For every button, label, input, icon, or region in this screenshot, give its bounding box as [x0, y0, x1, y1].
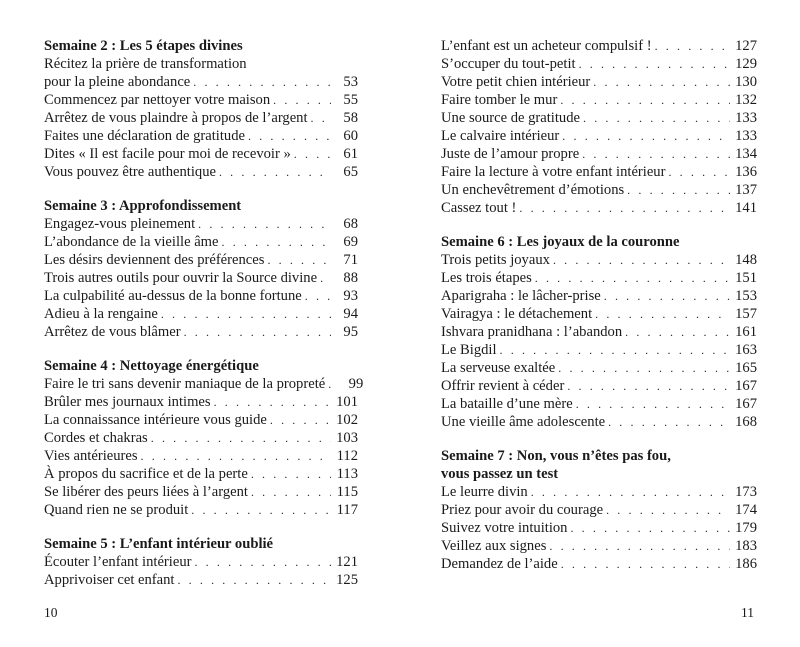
toc-entry-label: Le leurre divin — [441, 484, 528, 500]
toc-entry-label: Ishvara pranidhana : l’abandon — [441, 324, 623, 340]
toc-entry — [44, 251, 358, 269]
dot-leader — [570, 519, 730, 537]
toc-entry-page: 173 — [735, 484, 757, 500]
toc-entry-page: 129 — [735, 56, 757, 72]
dot-leader — [267, 251, 331, 269]
dot-leader — [161, 305, 331, 323]
toc-entry-page: 58 — [343, 110, 358, 126]
toc-section-week-5-continued — [441, 37, 757, 217]
toc-entry-page: 88 — [343, 270, 358, 286]
toc-entry — [441, 109, 757, 127]
toc-entry-label: Arrêtez de vous plaindre à propos de l’argent — [44, 110, 308, 126]
dot-leader — [219, 163, 331, 181]
toc-entry-page: 102 — [336, 412, 358, 428]
toc-entry-page: 136 — [735, 164, 757, 180]
toc-left-column — [44, 37, 364, 605]
dot-leader — [531, 483, 730, 501]
dot-leader — [328, 375, 336, 393]
toc-entry — [441, 163, 757, 181]
section-title: Semaine 2 : Les 5 étapes divines — [44, 38, 243, 54]
toc-entry — [441, 37, 757, 55]
toc-entry-page: 95 — [343, 324, 358, 340]
toc-entry-label: Commencez par nettoyer votre maison — [44, 92, 271, 108]
toc-entry-label: Votre petit chien intérieur — [441, 74, 591, 90]
dot-leader — [627, 181, 730, 199]
toc-entry-label: Juste de l’amour propre — [441, 146, 580, 162]
toc-entry-page: 115 — [336, 484, 358, 500]
toc-entry-label: Priez pour avoir du courage — [441, 502, 604, 518]
toc-entry-page: 153 — [735, 288, 757, 304]
toc-entry-page: 165 — [735, 360, 757, 376]
dot-leader — [500, 341, 730, 359]
toc-entry-label: Faire la lecture à votre enfant intérieur — [441, 164, 666, 180]
dot-leader — [655, 37, 730, 55]
toc-entry — [44, 269, 358, 287]
toc-entry-label: Le calvaire intérieur — [441, 128, 560, 144]
toc-entry-label: Suivez votre intuition — [441, 520, 568, 536]
toc-entry-label: Cordes et chakras — [44, 430, 148, 446]
toc-entry — [441, 287, 757, 305]
toc-right-column — [441, 37, 757, 589]
dot-leader — [251, 465, 331, 483]
toc-entry-label: Se libérer des peurs liées à l’argent — [44, 484, 248, 500]
toc-entry — [44, 571, 358, 589]
toc-entry-page: 161 — [735, 324, 757, 340]
toc-entry-label: Trois petits joyaux — [441, 252, 550, 268]
toc-entry-label: L’abondance de la vieille âme — [44, 234, 219, 250]
section-title: Semaine 4 : Nettoyage énergétique — [44, 358, 259, 374]
toc-entry — [441, 359, 757, 377]
toc-entry-label: Faire le tri sans devenir maniaque de la propreté — [44, 376, 326, 392]
toc-entry-label: Faites une déclaration de gratitude — [44, 128, 245, 144]
toc-entry-page: 133 — [735, 110, 757, 126]
toc-entry-page: 117 — [336, 502, 358, 518]
toc-section-week-6 — [441, 233, 757, 431]
toc-entry-page: 125 — [336, 572, 358, 588]
toc-entry — [441, 127, 757, 145]
toc-entry-label: Écouter l’enfant intérieur — [44, 554, 192, 570]
toc-entry-page: 71 — [343, 252, 358, 268]
dot-leader — [177, 571, 331, 589]
dot-leader — [560, 91, 730, 109]
toc-entry — [44, 553, 358, 571]
toc-section-week-2 — [44, 37, 358, 181]
toc-entry-page: 112 — [336, 448, 358, 464]
toc-entry — [44, 109, 358, 127]
toc-entry — [44, 483, 358, 501]
dot-leader — [194, 553, 331, 571]
toc-entry — [44, 411, 358, 429]
dot-leader — [151, 429, 331, 447]
toc-section-week-4 — [44, 357, 364, 519]
dot-leader — [141, 447, 331, 465]
toc-entry-page: 103 — [336, 430, 358, 446]
toc-entry-label: Un enchevêtrement d’émotions — [441, 182, 625, 198]
dot-leader — [595, 305, 730, 323]
toc-entry — [44, 287, 358, 305]
toc-entry-page: 130 — [735, 74, 757, 90]
toc-entry — [441, 413, 757, 431]
toc-entry — [441, 323, 757, 341]
dot-leader — [583, 109, 730, 127]
toc-entry — [44, 73, 358, 91]
dot-leader — [567, 377, 730, 395]
dot-leader — [214, 393, 331, 411]
toc-entry-page: 60 — [343, 128, 358, 144]
toc-entry — [44, 393, 358, 411]
toc-entry-page: 127 — [735, 38, 757, 54]
toc-entry-label: pour la pleine abondance — [44, 74, 191, 90]
dot-leader — [320, 269, 331, 287]
dot-leader — [593, 73, 730, 91]
toc-entry-label: Quand rien ne se produit — [44, 502, 189, 518]
dot-leader — [604, 287, 730, 305]
dot-leader — [270, 411, 331, 429]
dot-leader — [222, 233, 331, 251]
toc-entry — [44, 375, 364, 393]
toc-entry-page: 168 — [735, 414, 757, 430]
toc-entry-label: Une vieille âme adolescente — [441, 414, 606, 430]
toc-entry — [441, 519, 757, 537]
toc-entry-page: 186 — [735, 556, 757, 572]
toc-entry-label: Les trois étapes — [441, 270, 532, 286]
section-title: Semaine 6 : Les joyaux de la couronne — [441, 234, 680, 250]
toc-entry-page: 141 — [735, 200, 757, 216]
dot-leader — [294, 145, 331, 163]
dot-leader — [535, 269, 730, 287]
section-title: Semaine 3 : Approfondissement — [44, 198, 242, 214]
toc-entry — [44, 233, 358, 251]
toc-entry-label: Le Bigdil — [441, 342, 497, 358]
toc-entry-page: 99 — [348, 376, 364, 392]
toc-entry — [441, 483, 757, 501]
dot-leader — [576, 395, 730, 413]
toc-entry — [441, 251, 757, 269]
toc-entry-page: 68 — [343, 216, 358, 232]
dot-leader — [558, 359, 730, 377]
toc-entry — [441, 73, 757, 91]
toc-entry-label: Veillez aux signes — [441, 538, 547, 554]
toc-entry — [441, 145, 757, 163]
section-title: Semaine 7 : Non, vous n’êtes pas fou, — [441, 448, 671, 464]
toc-entry-label: Apprivoiser cet enfant — [44, 572, 175, 588]
toc-entry — [44, 91, 358, 109]
toc-entry — [441, 305, 757, 323]
toc-entry-page: 61 — [343, 146, 358, 162]
toc-entry-page: 151 — [735, 270, 757, 286]
toc-entry-page: 174 — [735, 502, 757, 518]
page-number-left: 10 — [44, 605, 58, 620]
toc-entry — [44, 429, 358, 447]
right-page — [441, 0, 757, 647]
toc-entry-page: 101 — [336, 394, 358, 410]
toc-entry-label: Vous pouvez être authentique — [44, 164, 216, 180]
dot-leader — [248, 127, 331, 145]
toc-entry-page: 53 — [343, 74, 358, 90]
toc-entry — [44, 501, 358, 519]
dot-leader — [561, 555, 730, 573]
toc-entry-label: Une source de gratitude — [441, 110, 580, 126]
toc-entry-label: Offrir revient à céder — [441, 378, 565, 394]
dot-leader — [608, 413, 730, 431]
dot-leader — [549, 537, 730, 555]
toc-entry — [441, 377, 757, 395]
dot-leader — [625, 323, 730, 341]
toc-entry — [441, 537, 757, 555]
toc-entry-label: Brûler mes journaux intimes — [44, 394, 211, 410]
toc-entry — [441, 181, 757, 199]
toc-entry — [441, 395, 757, 413]
toc-entry — [44, 305, 358, 323]
toc-section-week-3 — [44, 197, 358, 341]
toc-entry-page: 94 — [343, 306, 358, 322]
toc-entry — [44, 323, 358, 341]
toc-entry-page: 183 — [735, 538, 757, 554]
toc-entry — [44, 127, 358, 145]
toc-entry-label: L’enfant est un acheteur compulsif ! — [441, 38, 652, 54]
toc-entry — [441, 199, 757, 217]
toc-entry-label: S’occuper du tout-petit — [441, 56, 576, 72]
dot-leader — [184, 323, 331, 341]
toc-entry-page: 167 — [735, 396, 757, 412]
toc-entry-page: 133 — [735, 128, 757, 144]
toc-entry-label: La bataille d’une mère — [441, 396, 573, 412]
toc-entry-label: Faire tomber le mur — [441, 92, 558, 108]
toc-entry-label: Engagez-vous pleinement — [44, 216, 196, 232]
toc-entry-page: 93 — [343, 288, 358, 304]
toc-entry-page: 132 — [735, 92, 757, 108]
toc-entry — [44, 145, 358, 163]
dot-leader — [191, 501, 331, 519]
toc-entry-page: 163 — [735, 342, 757, 358]
toc-entry-page: 65 — [343, 164, 358, 180]
toc-entry — [441, 555, 757, 573]
toc-entry-label: La connaissance intérieure vous guide — [44, 412, 267, 428]
dot-leader — [553, 251, 730, 269]
dot-leader — [273, 91, 331, 109]
dot-leader — [582, 145, 730, 163]
toc-entry-label: La serveuse exaltée — [441, 360, 556, 376]
dot-leader — [251, 483, 331, 501]
dot-leader — [305, 287, 331, 305]
toc-entry — [441, 501, 757, 519]
toc-entry-label: Arrêtez de vous blâmer — [44, 324, 181, 340]
toc-entry-label: Adieu à la rengaine — [44, 306, 158, 322]
toc-entry — [441, 269, 757, 287]
section-title-line-2: vous passez un test — [441, 466, 559, 482]
toc-entry-page: 157 — [735, 306, 757, 322]
toc-entry-label: La culpabilité au-dessus de la bonne fortune — [44, 288, 302, 304]
toc-entry-label: Cassez tout ! — [441, 200, 517, 216]
page-number-right: 11 — [741, 605, 754, 620]
toc-entry-label: Aparigraha : le lâcher-prise — [441, 288, 601, 304]
left-page — [44, 0, 364, 647]
toc-entry-label: Vairagya : le détachement — [441, 306, 593, 322]
toc-entry-label: À propos du sacrifice et de la perte — [44, 466, 248, 482]
toc-entry — [44, 465, 358, 483]
toc-entry-page: 179 — [735, 520, 757, 536]
toc-entry-label: Dites « Il est facile pour moi de recevoir » — [44, 146, 291, 162]
toc-entry-page: 113 — [336, 466, 358, 482]
toc-entry-label: Les désirs deviennent des préférences — [44, 252, 265, 268]
dot-leader — [606, 501, 730, 519]
toc-entry-label: Demandez de l’aide — [441, 556, 558, 572]
toc-entry — [441, 91, 757, 109]
toc-entry-label: Vies antérieures — [44, 448, 138, 464]
toc-section-week-7 — [441, 447, 757, 573]
dot-leader — [311, 109, 331, 127]
toc-entry-page: 121 — [336, 554, 358, 570]
dot-leader — [579, 55, 730, 73]
toc-entry — [441, 55, 757, 73]
toc-entry-page: 137 — [735, 182, 757, 198]
toc-entry-page: 55 — [343, 92, 358, 108]
dot-leader — [519, 199, 730, 217]
toc-entry-page: 69 — [343, 234, 358, 250]
toc-section-week-5 — [44, 535, 358, 589]
dot-leader — [198, 215, 331, 233]
toc-entry — [44, 163, 358, 181]
toc-entry-page: 134 — [735, 146, 757, 162]
dot-leader — [193, 73, 331, 91]
toc-entry-page: 167 — [735, 378, 757, 394]
toc-entry — [44, 215, 358, 233]
toc-entry-label: Récitez la prière de transformation — [44, 56, 247, 72]
toc-entry — [44, 447, 358, 465]
toc-entry-page: 148 — [735, 252, 757, 268]
dot-leader — [668, 163, 730, 181]
dot-leader — [562, 127, 730, 145]
toc-entry — [441, 341, 757, 359]
section-title: Semaine 5 : L’enfant intérieur oublié — [44, 536, 274, 552]
toc-entry-label: Trois autres outils pour ouvrir la Source divine — [44, 270, 318, 286]
